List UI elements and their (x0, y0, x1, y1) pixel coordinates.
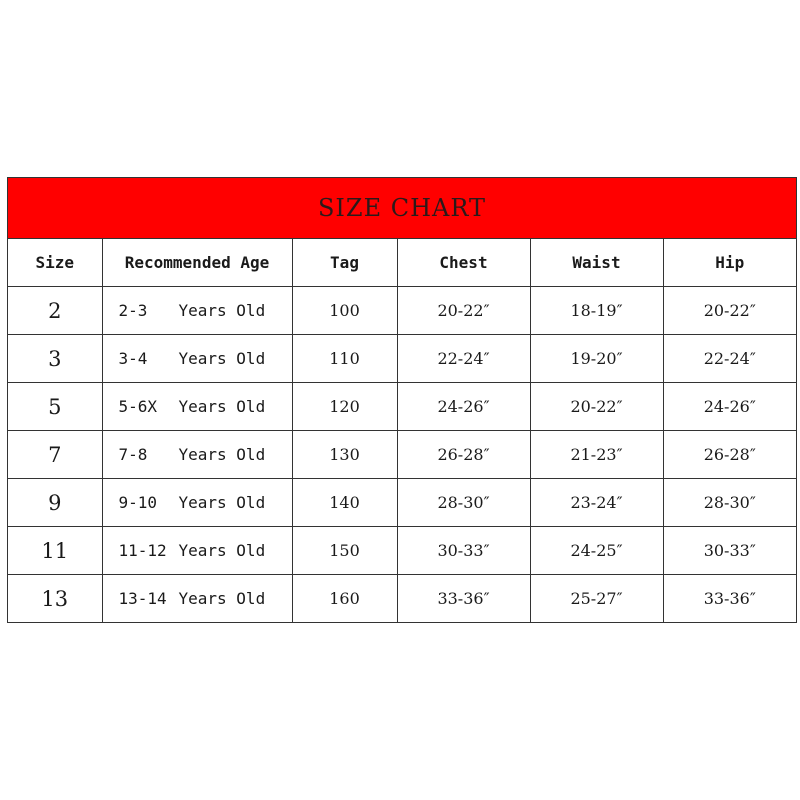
age-cell (102, 431, 292, 479)
age-suffix: Years Old (178, 349, 266, 368)
waist-cell: 21-23″ (530, 431, 663, 479)
tag-cell: 130 (292, 431, 397, 479)
age-cell (102, 575, 292, 623)
waist-cell: 20-22″ (530, 383, 663, 431)
table-row (8, 479, 796, 527)
tag-cell: 150 (292, 527, 397, 575)
chart-title: SIZE CHART (317, 194, 487, 222)
table-row (8, 527, 796, 575)
size-cell: 9 (8, 479, 102, 527)
age-range: 13-14 (118, 589, 167, 608)
age-range: 7-8 (118, 445, 148, 464)
size-chart (7, 177, 797, 623)
age-range: 3-4 (118, 349, 148, 368)
size-cell: 13 (8, 575, 102, 623)
hip-cell: 30-33″ (663, 527, 796, 575)
chest-cell: 30-33″ (397, 527, 530, 575)
age-suffix: Years Old (178, 541, 266, 560)
header-chest: Chest (397, 239, 530, 287)
age-range: 9-10 (118, 493, 158, 512)
age-suffix: Years Old (178, 301, 266, 320)
size-cell: 7 (8, 431, 102, 479)
age-suffix: Years Old (178, 493, 266, 512)
size-cell: 5 (8, 383, 102, 431)
waist-cell: 24-25″ (530, 527, 663, 575)
tag-cell: 120 (292, 383, 397, 431)
table-row (8, 335, 796, 383)
waist-cell: 23-24″ (530, 479, 663, 527)
table-row (8, 383, 796, 431)
tag-cell: 140 (292, 479, 397, 527)
waist-cell: 18-19″ (530, 287, 663, 335)
header-recommended-age: Recommended Age (102, 239, 292, 287)
table-row (8, 431, 796, 479)
age-cell (102, 527, 292, 575)
header-waist: Waist (530, 239, 663, 287)
chest-cell: 26-28″ (397, 431, 530, 479)
tag-cell: 100 (292, 287, 397, 335)
chest-cell: 33-36″ (397, 575, 530, 623)
table-row (8, 287, 796, 335)
tag-cell: 110 (292, 335, 397, 383)
waist-cell: 19-20″ (530, 335, 663, 383)
age-suffix: Years Old (178, 589, 266, 608)
tag-cell: 160 (292, 575, 397, 623)
hip-cell: 24-26″ (663, 383, 796, 431)
age-range: 5-6X (118, 397, 158, 416)
hip-cell: 26-28″ (663, 431, 796, 479)
hip-cell: 20-22″ (663, 287, 796, 335)
size-table (8, 239, 796, 622)
age-cell (102, 479, 292, 527)
age-cell (102, 383, 292, 431)
chest-cell: 28-30″ (397, 479, 530, 527)
chest-cell: 22-24″ (397, 335, 530, 383)
hip-cell: 28-30″ (663, 479, 796, 527)
hip-cell: 33-36″ (663, 575, 796, 623)
chest-cell: 24-26″ (397, 383, 530, 431)
age-suffix: Years Old (178, 445, 266, 464)
header-row (8, 239, 796, 287)
age-range: 2-3 (118, 301, 148, 320)
age-cell (102, 335, 292, 383)
hip-cell: 22-24″ (663, 335, 796, 383)
age-range: 11-12 (118, 541, 167, 560)
size-cell: 3 (8, 335, 102, 383)
table-row (8, 575, 796, 623)
chest-cell: 20-22″ (397, 287, 530, 335)
age-cell (102, 287, 292, 335)
header-size: Size (8, 239, 102, 287)
size-cell: 11 (8, 527, 102, 575)
header-hip: Hip (663, 239, 796, 287)
header-tag: Tag (292, 239, 397, 287)
waist-cell: 25-27″ (530, 575, 663, 623)
title-bar (8, 178, 796, 239)
age-suffix: Years Old (178, 397, 266, 416)
size-cell: 2 (8, 287, 102, 335)
